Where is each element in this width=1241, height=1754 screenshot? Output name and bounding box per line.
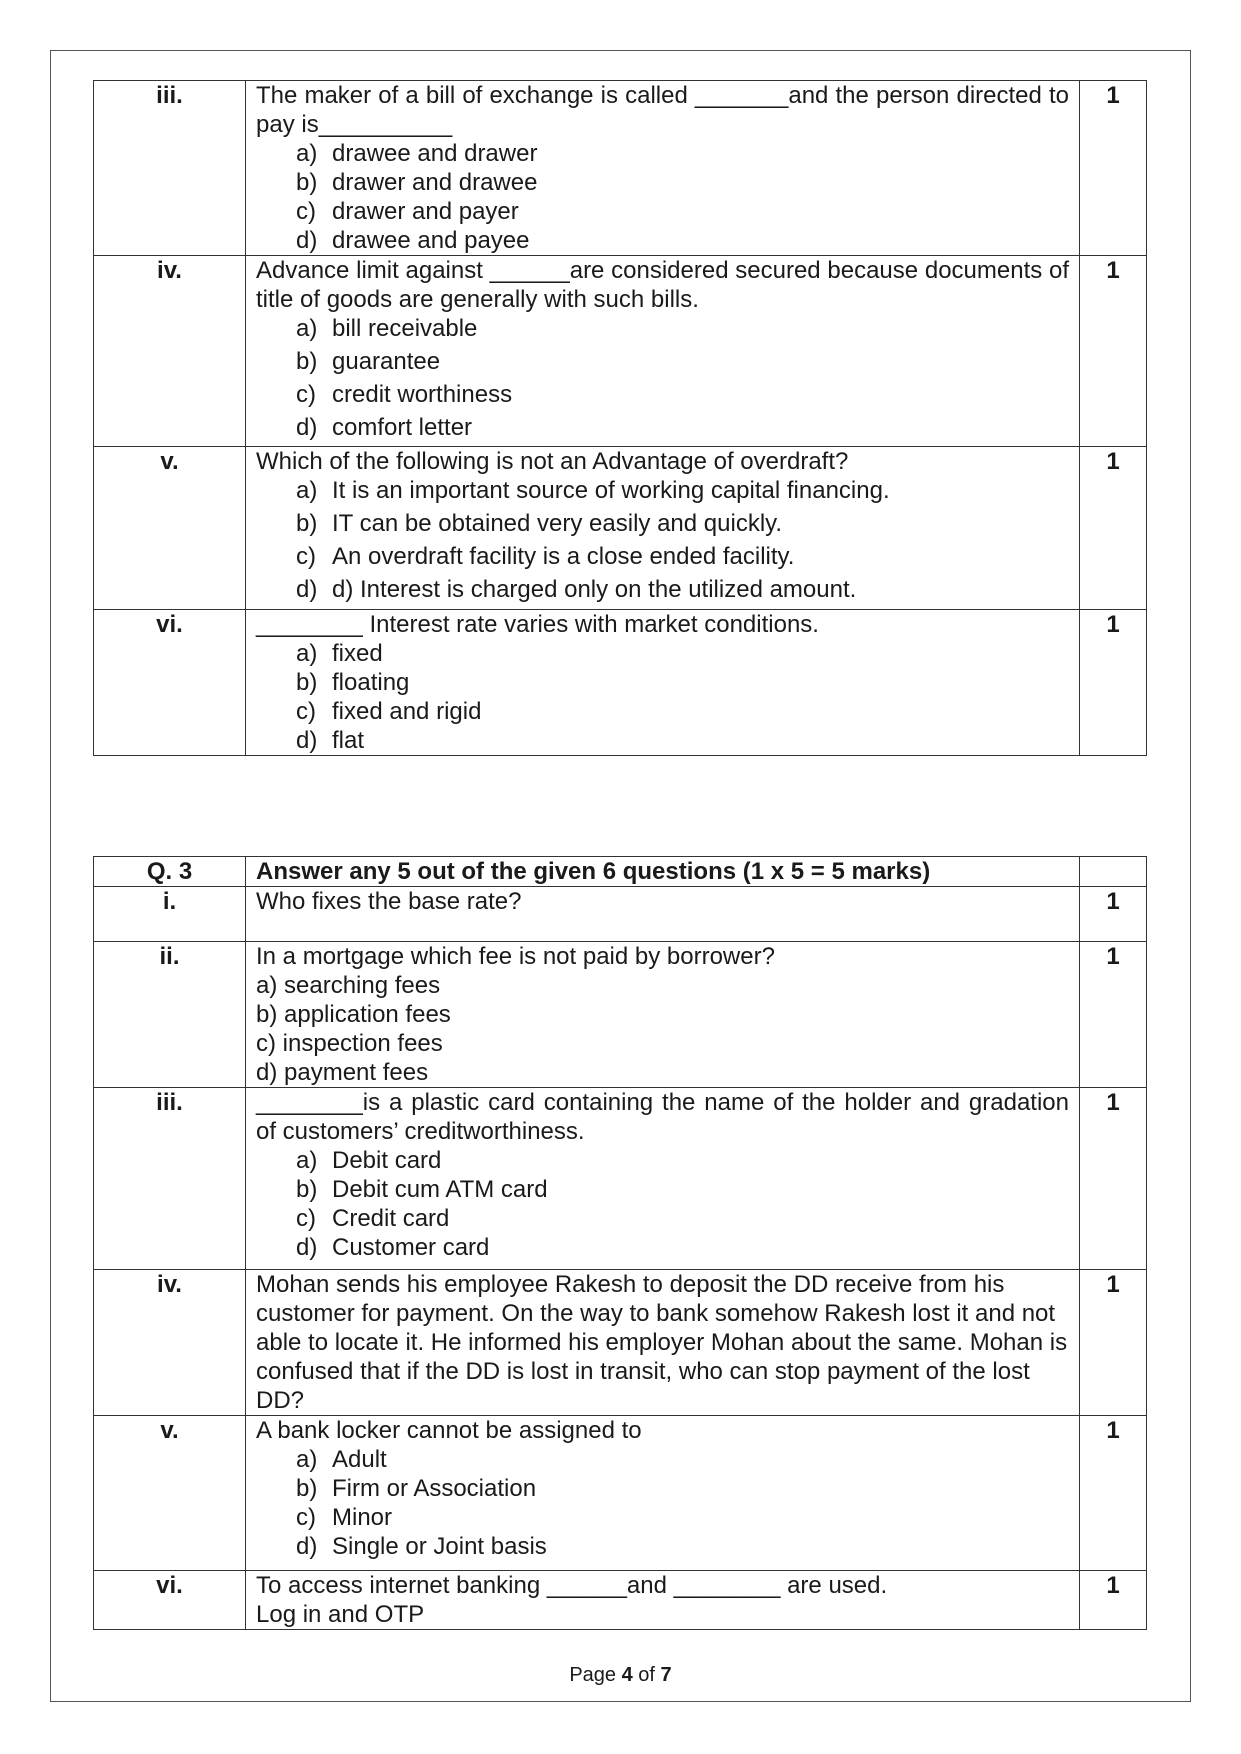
option-item [296,1204,1069,1233]
question-stem: The maker of a bill of exchange is called _______and the person directed to pay is__________ [256,82,1069,138]
option-item [296,347,1069,376]
marks-cell: 1 [1080,1416,1147,1571]
table-row [94,447,1147,610]
option-letter: b) [296,169,318,196]
option-item [296,542,1069,571]
option-text: floating [332,669,410,696]
option-letter: a) [296,1147,318,1174]
option-text: Credit card [332,1205,450,1232]
question-number: iii. [94,1088,246,1270]
option-letter: c) [296,698,316,725]
question-table-section-3 [93,856,1147,1630]
option-text: Adult [332,1446,387,1473]
marks-cell: 1 [1080,81,1147,256]
option-letter: d) [296,227,318,254]
option-item [296,413,1069,442]
option-letter: a) [296,640,318,667]
option-letter: a) [296,1446,318,1473]
question-number: ii. [94,942,246,1088]
option-text: It is an important source of working capital financing. [332,477,890,504]
option-item: b) application fees [256,1001,451,1028]
question-number: v. [94,447,246,610]
option-text: drawee and drawer [332,140,538,167]
table-row [94,256,1147,447]
option-item [296,575,1069,604]
question-number: iv. [94,1270,246,1416]
options-list [256,139,1069,255]
option-letter: b) [296,1475,318,1502]
option-letter: c) [296,543,316,570]
marks-cell: 1 [1080,256,1147,447]
page-footer [0,1664,1241,1687]
marks-cell: 1 [1080,1571,1147,1630]
option-item [296,1445,1069,1474]
option-item: a) searching fees [256,972,441,999]
question-stem: ________is a plastic card containing the name of the holder and gradation of customers’ creditworthiness. [256,1089,1069,1145]
question-cell [246,81,1080,256]
question-stem: Mohan sends his employee Rakesh to deposit the DD receive from his customer for payment. On the way to bank somehow Rakesh lost it and not able to locate it. He informed his employer Mohan about the same. Mohan is confused that if the DD is lost in transit, who can stop payment of the lost DD? [246,1270,1080,1416]
question-cell [246,1088,1080,1270]
option-letter: d) [296,1234,318,1261]
option-text: Single or Joint basis [332,1533,547,1560]
option-letter: b) [296,669,318,696]
option-text: bill receivable [332,315,478,342]
question-cell [246,447,1080,610]
question-number: vi. [94,1571,246,1630]
table-row [94,1088,1147,1270]
option-item [296,1146,1069,1175]
question-cell [246,256,1080,447]
option-text: Customer card [332,1234,490,1261]
marks-cell: 1 [1080,610,1147,756]
question-number: iv. [94,256,246,447]
marks-cell: 1 [1080,1088,1147,1270]
answer-text: Log in and OTP [256,1601,425,1628]
option-text: Debit card [332,1147,442,1174]
option-text: guarantee [332,348,441,375]
option-letter: d) [296,576,318,603]
options-list [256,971,1069,1087]
option-item [296,509,1069,538]
question-number: vi. [94,610,246,756]
option-item [296,226,1069,255]
option-text: Debit cum ATM card [332,1176,548,1203]
table-row [94,1571,1147,1630]
question-stem: A bank locker cannot be assigned to [256,1417,642,1444]
option-letter: d) [296,414,318,441]
option-letter: d) [296,727,318,754]
marks-cell: 1 [1080,942,1147,1088]
option-letter: d) [296,1533,318,1560]
options-list [256,1445,1069,1561]
option-item [296,197,1069,226]
question-number: i. [94,887,246,942]
option-text: Firm or Association [332,1475,537,1502]
option-item [296,1532,1069,1561]
option-letter: c) [296,381,316,408]
option-item [296,139,1069,168]
marks-cell: 1 [1080,887,1147,942]
table-row [94,1416,1147,1571]
option-letter: b) [296,510,318,537]
option-item [296,1175,1069,1204]
page-current: 4 [621,1664,633,1686]
table-row [94,942,1147,1088]
question-cell [246,610,1080,756]
option-item [296,380,1069,409]
option-letter: b) [296,348,318,375]
option-letter: c) [296,198,316,225]
question-cell [246,1571,1080,1630]
section-instruction: Answer any 5 out of the given 6 questions (1 x 5 = 5 marks) [246,857,1080,887]
option-text: fixed and rigid [332,698,482,725]
page-total: 7 [660,1664,672,1686]
options-list [256,476,1069,604]
question-stem: ________ Interest rate varies with market conditions. [256,611,819,638]
options-list [256,1146,1069,1262]
question-stem: Which of the following is not an Advantage of overdraft? [256,448,849,475]
option-letter: a) [296,315,318,342]
page-word: Page [569,1664,617,1686]
question-stem: Advance limit against ______are considered secured because documents of title of goods are generally with such bills. [256,257,1069,313]
question-stem: In a mortgage which fee is not paid by borrower? [256,943,775,970]
options-list [256,314,1069,442]
option-letter: b) [296,1176,318,1203]
table-header-row [94,857,1147,887]
table-row [94,1270,1147,1416]
question-stem: Who fixes the base rate? [246,887,1080,942]
section-number: Q. 3 [94,857,246,887]
option-text: credit worthiness [332,381,513,408]
option-text: drawer and drawee [332,169,538,196]
option-text: comfort letter [332,414,473,441]
question-cell [246,942,1080,1088]
of-word: of [638,1664,655,1686]
option-text: drawee and payee [332,227,530,254]
option-item [296,668,1069,697]
option-item: c) inspection fees [256,1030,443,1057]
option-item [296,314,1069,343]
option-item [296,726,1069,755]
option-item [296,639,1069,668]
question-number: v. [94,1416,246,1571]
option-item [296,1233,1069,1262]
option-letter: a) [296,140,318,167]
table-row [94,610,1147,756]
option-item [296,697,1069,726]
option-text: flat [332,727,365,754]
option-text: An overdraft facility is a close ended facility. [332,543,795,570]
option-item [296,476,1069,505]
option-text: fixed [332,640,383,667]
options-list [256,639,1069,755]
option-item [296,168,1069,197]
option-item [296,1474,1069,1503]
question-cell [246,1416,1080,1571]
question-stem: To access internet banking ______and ________ are used. [256,1572,888,1599]
marks-cell: 1 [1080,1270,1147,1416]
option-text: IT can be obtained very easily and quickly. [332,510,783,537]
table-row [94,81,1147,256]
table-row [94,887,1147,942]
option-text: drawer and payer [332,198,519,225]
option-letter: a) [296,477,318,504]
marks-cell-empty [1080,857,1147,887]
question-table-section-2 [93,80,1147,756]
option-letter: c) [296,1205,316,1232]
option-text: Minor [332,1504,393,1531]
marks-cell: 1 [1080,447,1147,610]
option-item: d) payment fees [256,1059,429,1086]
question-number: iii. [94,81,246,256]
option-letter: c) [296,1504,316,1531]
option-item [296,1503,1069,1532]
option-text: d) Interest is charged only on the utilized amount. [332,576,857,603]
